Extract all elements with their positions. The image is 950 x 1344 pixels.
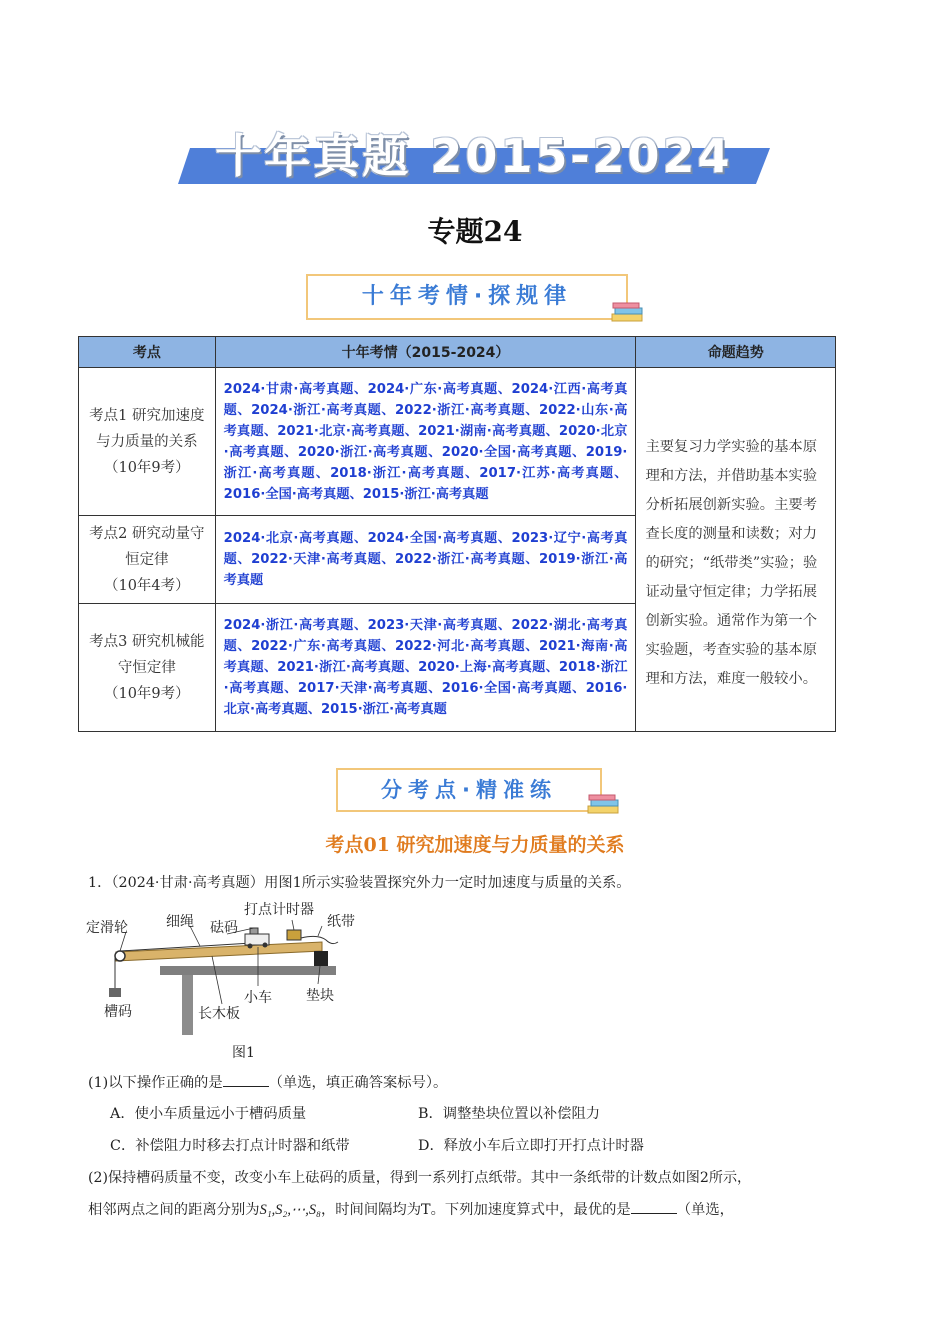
part2-mid: ，时间间隔均为T。下列加速度算式中，最优的是	[320, 1202, 631, 1218]
experiment-figure	[82, 896, 382, 1066]
question-part1	[88, 1072, 447, 1092]
label-cart: 小车	[244, 990, 272, 1006]
question-intro: 1．（2024·甘肃·高考真题）用图1所示实验装置探究外力一定时加速度与质量的关系。	[88, 875, 631, 891]
kaodian-name: 考点2 研究动量守恒定律	[89, 525, 205, 568]
kaodian-name: 考点1 研究加速度与力质量的关系	[89, 407, 205, 450]
header-kaodian: 考点	[79, 337, 216, 368]
section-title: 考点01 研究加速度与力质量的关系	[325, 834, 625, 856]
header-trend: 命题趋势	[636, 337, 836, 368]
section-label-trend: 十年考情·探规律	[306, 274, 628, 320]
books-icon	[610, 300, 646, 326]
kaodian-count: （10年9考）	[103, 685, 190, 702]
kaodian-count: （10年9考）	[103, 459, 190, 476]
table-header-row	[79, 337, 836, 368]
option-d: D．释放小车后立即打开打点计时器	[418, 1138, 644, 1154]
label-hook-weight: 槽码	[104, 1004, 132, 1020]
label-pulley: 定滑轮	[86, 920, 128, 936]
section-label-practice: 分考点·精准练	[336, 768, 602, 812]
answer-blank[interactable]	[223, 1072, 269, 1087]
books-icon	[586, 792, 622, 818]
kaodian-name: 考点3 研究机械能守恒定律	[89, 633, 205, 676]
part2-text: 相邻两点之间的距离分别为	[88, 1202, 260, 1218]
option-c: C．补偿阻力时移去打点计时器和纸带	[110, 1138, 350, 1154]
part1-tail: （单选，填正确答案标号）。	[268, 1075, 448, 1091]
table-row	[79, 368, 836, 516]
label-weights: 砝码	[210, 920, 238, 936]
distance-symbols: S₁,S₂,⋯,S₈	[259, 1202, 321, 1218]
header-kaoqing: 十年考情（2015-2024）	[215, 337, 636, 368]
label-board: 长木板	[198, 1006, 240, 1022]
part1-text: (1)以下操作正确的是	[88, 1075, 223, 1091]
label-block: 垫块	[306, 988, 334, 1004]
subject-title: 专题24	[427, 215, 523, 248]
kaodian-count: （10年4考）	[103, 577, 190, 594]
banner-title: 十年真题 2015-2024	[215, 129, 733, 183]
exam-years-cell: 2024·北京·高考真题、2024·全国·高考真题、2023·辽宁·高考真题、2022·天津·高考真题、2022·浙江·高考真题、2019·浙江·高考真题	[215, 516, 636, 604]
kaodian-cell	[79, 604, 216, 732]
option-b: B．调整垫块位置以补偿阻力	[418, 1106, 601, 1122]
trend-cell: 主要复习力学实验的基本原理和方法，并借助基本实验分析拓展创新实验。主要考查长度的测量和读数；对力的研究；“纸带类”实验；验证动量守恒定律；力学拓展创新实验。通常作为第一个实验题，考查实验的基本原理和方法，难度一般较小。	[636, 368, 836, 732]
kaodian-cell	[79, 516, 216, 604]
label-tape: 纸带	[327, 914, 355, 930]
label-string: 细绳	[166, 914, 194, 930]
title-banner	[178, 112, 770, 184]
label-timer: 打点计时器	[244, 902, 314, 918]
apparatus-diagram	[82, 896, 382, 1066]
option-a: A．使小车质量远小于槽码质量	[110, 1106, 307, 1122]
part2-end: （单选，	[676, 1202, 734, 1218]
figure-caption: 图1	[232, 1045, 255, 1061]
exam-years-cell: 2024·浙江·高考真题、2023·天津·高考真题、2022·湖北·高考真题、2022·广东·高考真题、2022·河北·高考真题、2021·海南·高考真题、2021·浙江·高考真题、2020·上海·高考真题、2018·浙江·高考真题、2017·天津·高考真题、2016·全国·高考真题、2016·北京·高考真题、2015·浙江·高考真题	[215, 604, 636, 732]
kaodian-cell	[79, 368, 216, 516]
answer-blank[interactable]	[631, 1199, 677, 1214]
exam-overview-table	[78, 336, 836, 732]
question-part2-line2	[88, 1199, 734, 1219]
question-part2-line1: (2)保持槽码质量不变，改变小车上砝码的质量，得到一系列打点纸带。其中一条纸带的计数点如图2所示，	[88, 1170, 752, 1186]
exam-years-cell: 2024·甘肃·高考真题、2024·广东·高考真题、2024·江西·高考真题、2024·浙江·高考真题、2022·浙江·高考真题、2022·山东·高考真题、2021·北京·高考真题、2021·湖南·高考真题、2020·北京·高考真题、2020·浙江·高考真题、2020·全国·高考真题、2019·浙江·高考真题、2018·浙江·高考真题、2017·江苏·高考真题、2016·全国·高考真题、2015·浙江·高考真题	[215, 368, 636, 516]
